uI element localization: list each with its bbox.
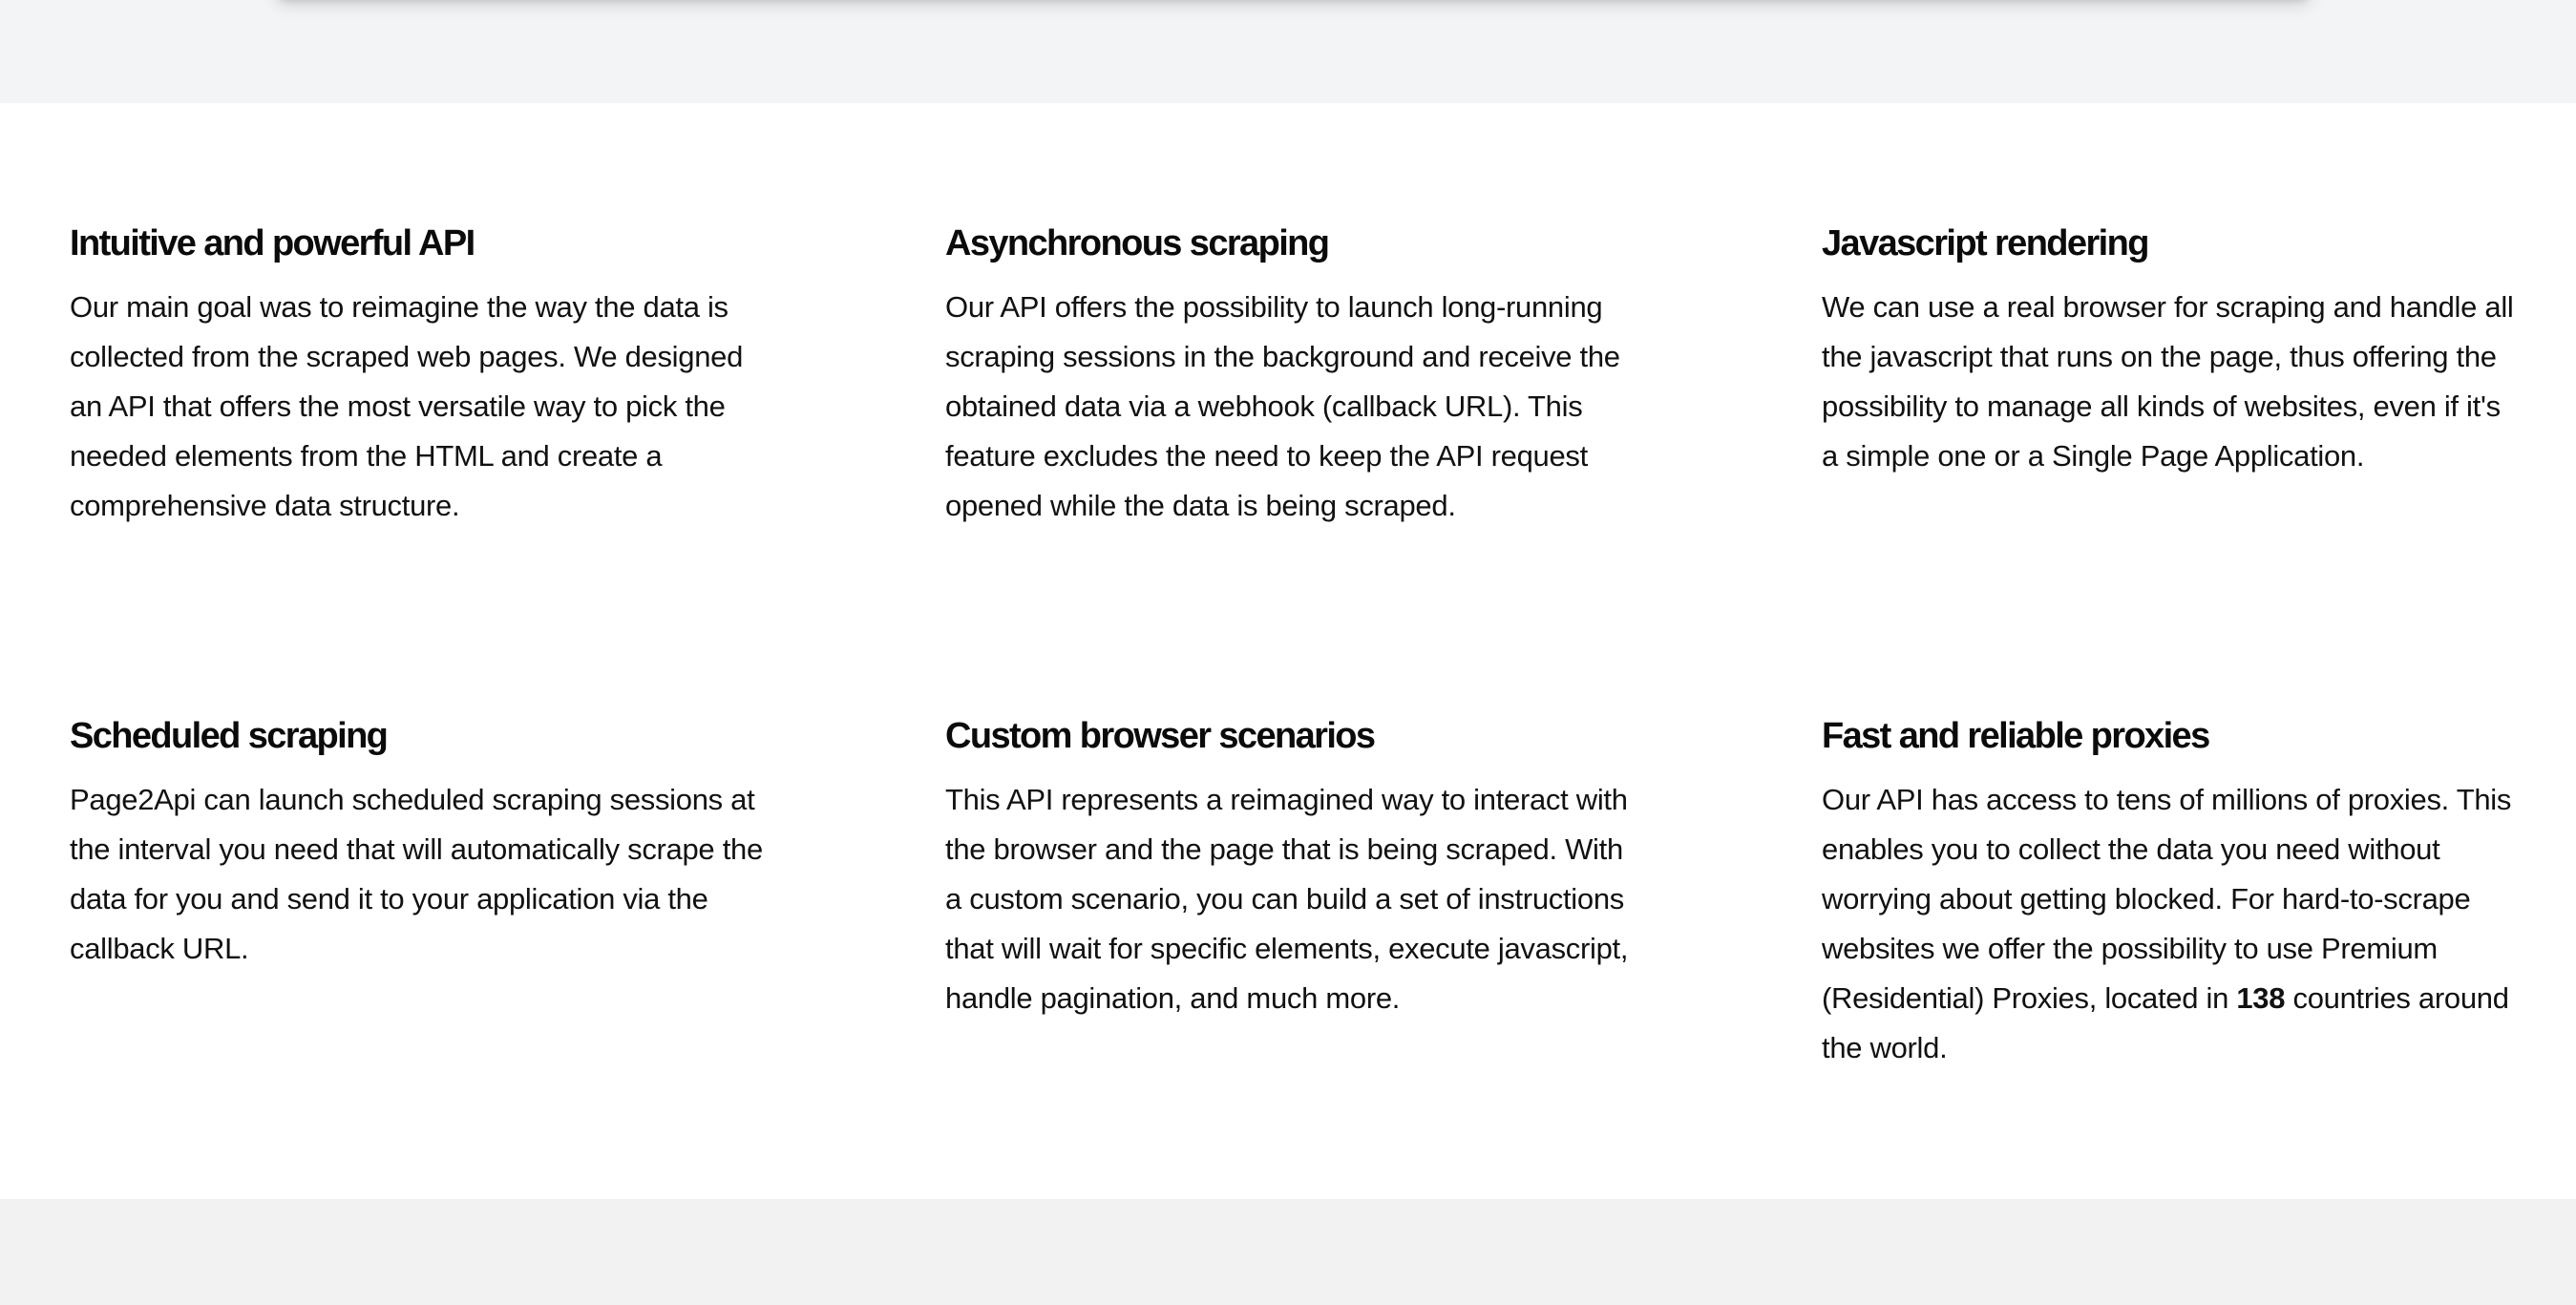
top-section-background (0, 0, 2576, 103)
feature-title: Intuitive and powerful API (70, 223, 475, 263)
feature-title: Scheduled scraping (70, 716, 388, 756)
feature-description: Our main goal was to reimagine the way the data is collected from the scraped web pages. We designed an API that offers the most versatile way to pick the needed elements from the HTML and create a comprehensive data structure. (70, 290, 744, 522)
bottom-section-background (0, 1199, 2576, 1305)
feature-description: Our API offers the possibility to launch long-running scraping sessions in the background and receive the obtained data via a webhook (callback URL). This feature excludes the need to keep the API request opened while the data is being scraped. (945, 290, 1620, 522)
feature-title: Custom browser scenarios (945, 716, 1375, 756)
countries-count: 138 (2236, 981, 2286, 1015)
feature-description (1822, 775, 2523, 1073)
feature-description: This API represents a reimagined way to interact with the browser and the page that is being scraped. With a custom scenario, you can build a set of instructions that will wait for specific elements, execute javascript, handle pagination, and much more. (945, 783, 1629, 1015)
feature-fast-reliable-proxies (1822, 714, 2523, 1073)
feature-javascript-rendering (1822, 221, 2523, 481)
features-section (0, 103, 2576, 1199)
feature-description: Page2Api can launch scheduled scraping sessions at the interval you need that will automatically scrape the data for you and send it to your application via the callback URL. (70, 783, 763, 965)
feature-description: We can use a real browser for scraping and handle all the javascript that runs on the page, thus offering the possibility to manage all kinds of websites, even if it's a simple one or a Single Page Application. (1822, 290, 2514, 473)
feature-intuitive-api (70, 221, 771, 531)
feature-custom-browser-scenarios (945, 714, 1647, 1023)
feature-title: Javascript rendering (1822, 223, 2148, 263)
feature-title: Asynchronous scraping (945, 223, 1329, 263)
feature-asynchronous-scraping (945, 221, 1647, 531)
feature-description-end: countries around the world. (1822, 981, 2509, 1064)
feature-scheduled-scraping (70, 714, 771, 974)
feature-title: Fast and reliable proxies (1822, 716, 2209, 756)
feature-description-start: Our API has access to tens of millions of proxies. This enables you to collect the data you need without worrying about getting blocked. For hard-to-scrape websites we offer the possibility to use Premium (Residential) Proxies, located in (1822, 783, 2512, 1015)
